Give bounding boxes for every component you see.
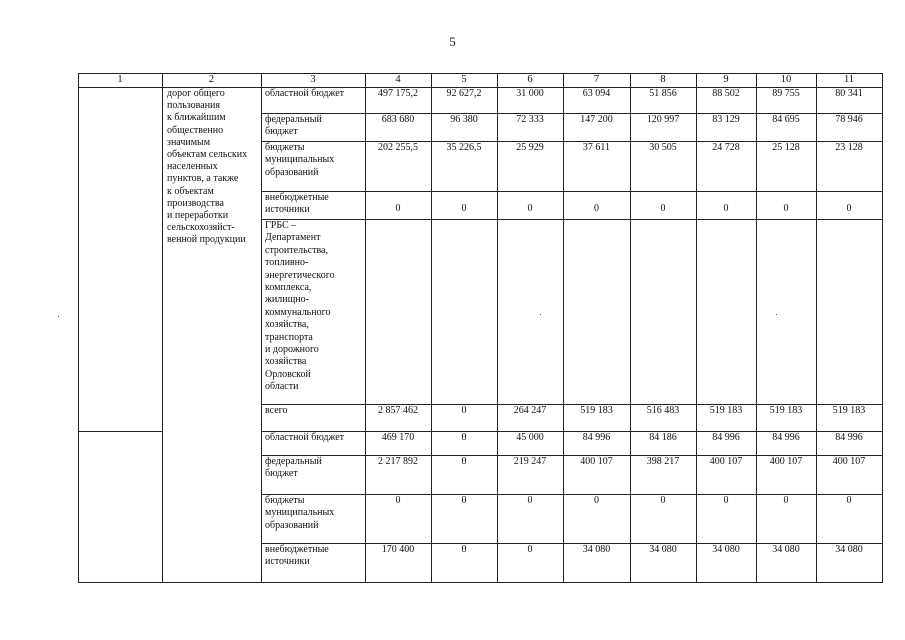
table-value-cell: 400 107 — [709, 456, 743, 467]
table-value-cell: 24 728 — [712, 142, 740, 153]
table-rule — [261, 191, 883, 192]
table-rule — [78, 73, 79, 583]
table-value-cell: 0 — [846, 203, 852, 214]
table-value-cell: 84 996 — [712, 432, 740, 443]
table-value-cell: 0 — [783, 203, 789, 214]
table-value-cell: 0 — [660, 203, 666, 214]
table-value-cell: 0 — [395, 203, 401, 214]
table-rule — [816, 73, 817, 583]
table-rule — [261, 494, 883, 495]
table-rule — [261, 431, 883, 432]
table-value-cell: 2 857 462 — [378, 405, 418, 416]
table-rule — [261, 455, 883, 456]
table-value-cell: 84 996 — [772, 432, 800, 443]
table-value-cell: 84 186 — [649, 432, 677, 443]
table-value-cell — [630, 219, 696, 404]
page-number: 5 — [449, 34, 456, 49]
table-value-cell: 0 — [395, 495, 401, 506]
row-label: внебюджетные источники — [265, 544, 329, 568]
table-value-cell: 0 — [527, 544, 533, 555]
table-value-cell: 25 128 — [772, 142, 800, 153]
table-value-cell: 35 226,5 — [446, 142, 482, 153]
table-value-cell: 120 997 — [646, 114, 680, 125]
table-value-cell: 400 107 — [832, 456, 866, 467]
table-value-cell: 89 755 — [772, 88, 800, 99]
table-value-cell: 72 333 — [516, 114, 544, 125]
table-rule — [261, 543, 883, 544]
table-value-cell: 83 129 — [712, 114, 740, 125]
table-value-cell: 63 094 — [582, 88, 611, 99]
header-cell: 8 — [660, 74, 666, 85]
table-value-cell — [816, 219, 882, 404]
table-value-cell: 519 183 — [769, 405, 803, 416]
header-cell: 11 — [843, 74, 855, 85]
table-value-cell: 469 170 — [381, 432, 415, 443]
table-value-cell: 519 183 — [709, 405, 743, 416]
table-value-cell: 25 929 — [516, 142, 544, 153]
table-value-cell: 400 107 — [769, 456, 803, 467]
table-value-cell: 0 — [660, 495, 666, 506]
table-rule — [261, 141, 883, 142]
table-value-cell: 84 996 — [835, 432, 863, 443]
table-value-cell: 37 611 — [582, 142, 611, 153]
scan-speck — [540, 314, 541, 315]
table-rule — [78, 73, 883, 74]
table-rule — [882, 73, 883, 583]
table-rule — [696, 73, 697, 583]
table-value-cell: 202 255,5 — [378, 142, 418, 153]
table-value-cell: 31 000 — [516, 88, 544, 99]
table-value-cell: 51 856 — [649, 88, 677, 99]
table-rule — [365, 73, 366, 583]
table-value-cell: 0 — [527, 203, 533, 214]
header-cell: 4 — [395, 74, 401, 85]
table-value-cell: 0 — [527, 495, 533, 506]
table-value-cell — [365, 219, 431, 404]
table-value-cell: 170 400 — [381, 544, 415, 555]
table-value-cell — [756, 219, 816, 404]
header-cell: 2 — [208, 74, 215, 85]
table-value-cell: 0 — [461, 544, 467, 555]
table-value-cell: 147 200 — [580, 114, 613, 125]
table-value-cell — [431, 219, 497, 404]
table-value-cell: 398 217 — [646, 456, 680, 467]
table-rule — [756, 73, 757, 583]
scan-speck — [58, 316, 59, 317]
header-cell: 1 — [117, 74, 123, 85]
table-value-cell: 0 — [461, 432, 467, 443]
header-cell: 10 — [780, 74, 792, 85]
header-cell: 3 — [310, 74, 316, 85]
table-value-cell: 519 183 — [832, 405, 866, 416]
table-rule — [261, 73, 262, 583]
row-label: всего — [265, 405, 288, 416]
table-value-cell: 683 680 — [381, 114, 415, 125]
table-value-cell: 84 996 — [582, 432, 611, 443]
table-value-cell — [563, 219, 630, 404]
table-value-cell — [497, 219, 563, 404]
row-label: областной бюджет — [265, 432, 345, 443]
row-label: ГРБС – Департамент строительства, топливно- энергетического комплекса, жилищно- коммунального хозяйства, транспорта и дорожного хозяйства Орловской области — [265, 220, 335, 393]
table-rule — [78, 431, 163, 432]
table-value-cell: 34 080 — [582, 544, 611, 555]
table-value-cell: 0 — [723, 203, 729, 214]
table-rule — [78, 582, 883, 583]
row-label: внебюджетные источники — [265, 192, 329, 216]
table-value-cell: 23 128 — [835, 142, 863, 153]
table-value-cell: 0 — [594, 495, 599, 506]
table-value-cell: 88 502 — [712, 88, 740, 99]
table-value-cell: 92 627,2 — [446, 88, 482, 99]
table-value-cell: 34 080 — [712, 544, 740, 555]
row-label: федеральный бюджет — [265, 456, 322, 480]
column2-description: дорог общего пользования к ближайшим общественно значимым объектам сельских населенных пунктов, а также к объектам производства и переработки сельскохозяйст- венной продукции — [167, 88, 248, 246]
table-value-cell: 519 183 — [580, 405, 613, 416]
table-value-cell: 0 — [783, 495, 789, 506]
table-value-cell: 219 247 — [513, 456, 547, 467]
table-value-cell: 34 080 — [835, 544, 863, 555]
row-label: областной бюджет — [265, 88, 345, 99]
table-value-cell: 0 — [594, 203, 599, 214]
row-label: федеральный бюджет — [265, 114, 322, 138]
scan-speck — [776, 314, 777, 315]
table-value-cell: 0 — [846, 495, 852, 506]
row-label: бюджеты муниципальных образований — [265, 495, 335, 531]
table-value-cell: 497 175,2 — [378, 88, 418, 99]
table-value-cell: 0 — [461, 456, 467, 467]
table-value-cell: 34 080 — [772, 544, 800, 555]
row-label: бюджеты муниципальных образований — [265, 142, 335, 178]
table-value-cell: 0 — [723, 495, 729, 506]
table-rule — [78, 87, 883, 88]
table-rule — [261, 219, 883, 220]
table-rule — [261, 113, 883, 114]
table-value-cell: 45 000 — [516, 432, 544, 443]
table-value-cell: 400 107 — [580, 456, 613, 467]
table-value-cell: 96 380 — [450, 114, 478, 125]
table-rule — [630, 73, 631, 583]
header-cell: 6 — [527, 74, 533, 85]
table-value-cell: 34 080 — [649, 544, 677, 555]
table-value-cell: 0 — [461, 203, 467, 214]
table-rule — [162, 73, 163, 583]
table-value-cell — [696, 219, 756, 404]
table-rule — [497, 73, 498, 583]
table-value-cell: 264 247 — [513, 405, 547, 416]
table-value-cell: 0 — [461, 495, 467, 506]
table-value-cell: 516 483 — [646, 405, 680, 416]
table-value-cell: 0 — [461, 405, 467, 416]
header-cell: 7 — [593, 74, 600, 85]
table-rule — [563, 73, 564, 583]
table-value-cell: 30 505 — [649, 142, 677, 153]
table-rule — [261, 404, 883, 405]
table-value-cell: 84 695 — [772, 114, 800, 125]
header-cell: 9 — [723, 74, 729, 85]
table-rule — [431, 73, 432, 583]
table-value-cell: 80 341 — [835, 88, 863, 99]
table-value-cell: 2 217 892 — [378, 456, 418, 467]
table-value-cell: 78 946 — [835, 114, 863, 125]
header-cell: 5 — [461, 74, 467, 85]
